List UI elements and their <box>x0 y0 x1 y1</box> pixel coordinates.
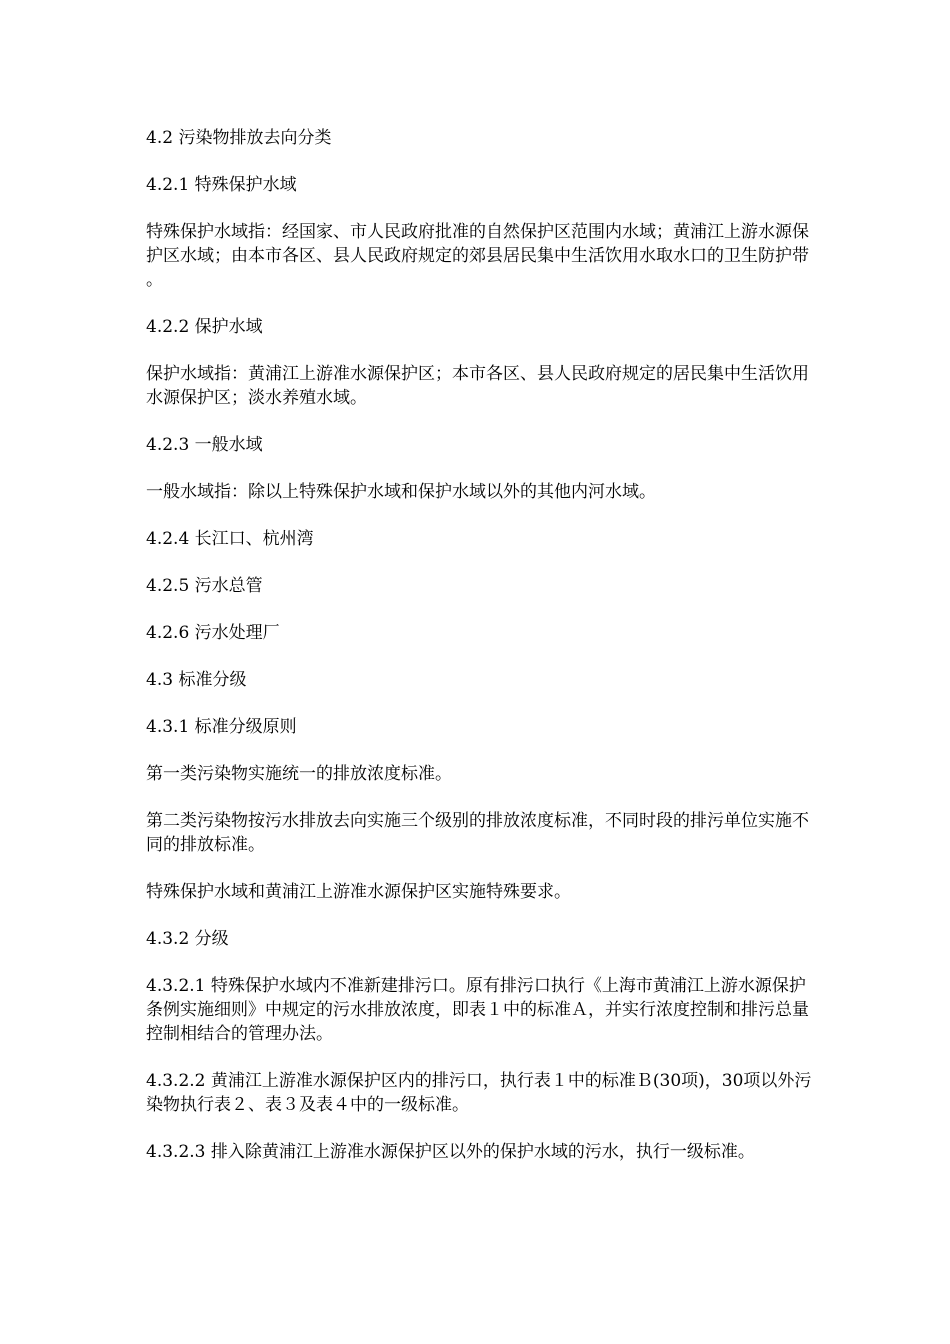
document-body <box>146 126 818 1187</box>
paragraph-general-waters: 一般水域指：除以上特殊保护水域和保护水域以外的其他内河水域。 <box>146 482 656 502</box>
section-heading-4-3-1: 4.3.1 标准分级原则 <box>146 717 297 737</box>
paragraph-class-one-pollutants: 第一类污染物实施统一的排放浓度标准。 <box>146 764 452 784</box>
section-heading-4-2-6: 4.2.6 污水处理厂 <box>146 623 280 643</box>
paragraph-4-3-2-3: 4.3.2.3 排入除黄浦江上游准水源保护区以外的保护水域的污水，执行一级标准。 <box>146 1142 755 1162</box>
section-heading-4-2-1: 4.2.1 特殊保护水域 <box>146 175 297 195</box>
section-heading-4-2-3: 4.2.3 一般水域 <box>146 435 263 455</box>
section-heading-4-2: 4.2 污染物排放去向分类 <box>146 128 332 148</box>
paragraph-4-3-2-1: 4.3.2.1 特殊保护水域内不准新建排污口。原有排污口执行《上海市黄浦江上游水源保护条例实施细则》中规定的污水排放浓度，即表１中的标准Ａ，并实行浓度控制和排污总量控制相结合的管理办法。 <box>146 976 809 1044</box>
paragraph-special-requirements: 特殊保护水域和黄浦江上游准水源保护区实施特殊要求。 <box>146 882 571 902</box>
section-heading-4-2-2: 4.2.2 保护水域 <box>146 317 263 337</box>
section-heading-4-2-5: 4.2.5 污水总管 <box>146 576 263 596</box>
paragraph-special-protection-waters: 特殊保护水域指：经国家、市人民政府批准的自然保护区范围内水域；黄浦江上游水源保护区水域；由本市各区、县人民政府规定的郊县居民集中生活饮用水取水口的卫生防护带。 <box>146 222 809 290</box>
paragraph-class-two-pollutants: 第二类污染物按污水排放去向实施三个级别的排放浓度标准，不同时段的排污单位实施不同的排放标准。 <box>146 811 809 855</box>
section-heading-4-3-2: 4.3.2 分级 <box>146 929 229 949</box>
section-heading-4-2-4: 4.2.4 长江口、杭州湾 <box>146 529 314 549</box>
section-heading-4-3: 4.3 标准分级 <box>146 670 247 690</box>
paragraph-4-3-2-2: 4.3.2.2 黄浦江上游准水源保护区内的排污口，执行表１中的标准Ｂ(30项)，30项以外污染物执行表２、表３及表４中的一级标准。 <box>146 1071 812 1115</box>
paragraph-protection-waters: 保护水域指：黄浦江上游准水源保护区；本市各区、县人民政府规定的居民集中生活饮用水源保护区；淡水养殖水域。 <box>146 364 809 408</box>
